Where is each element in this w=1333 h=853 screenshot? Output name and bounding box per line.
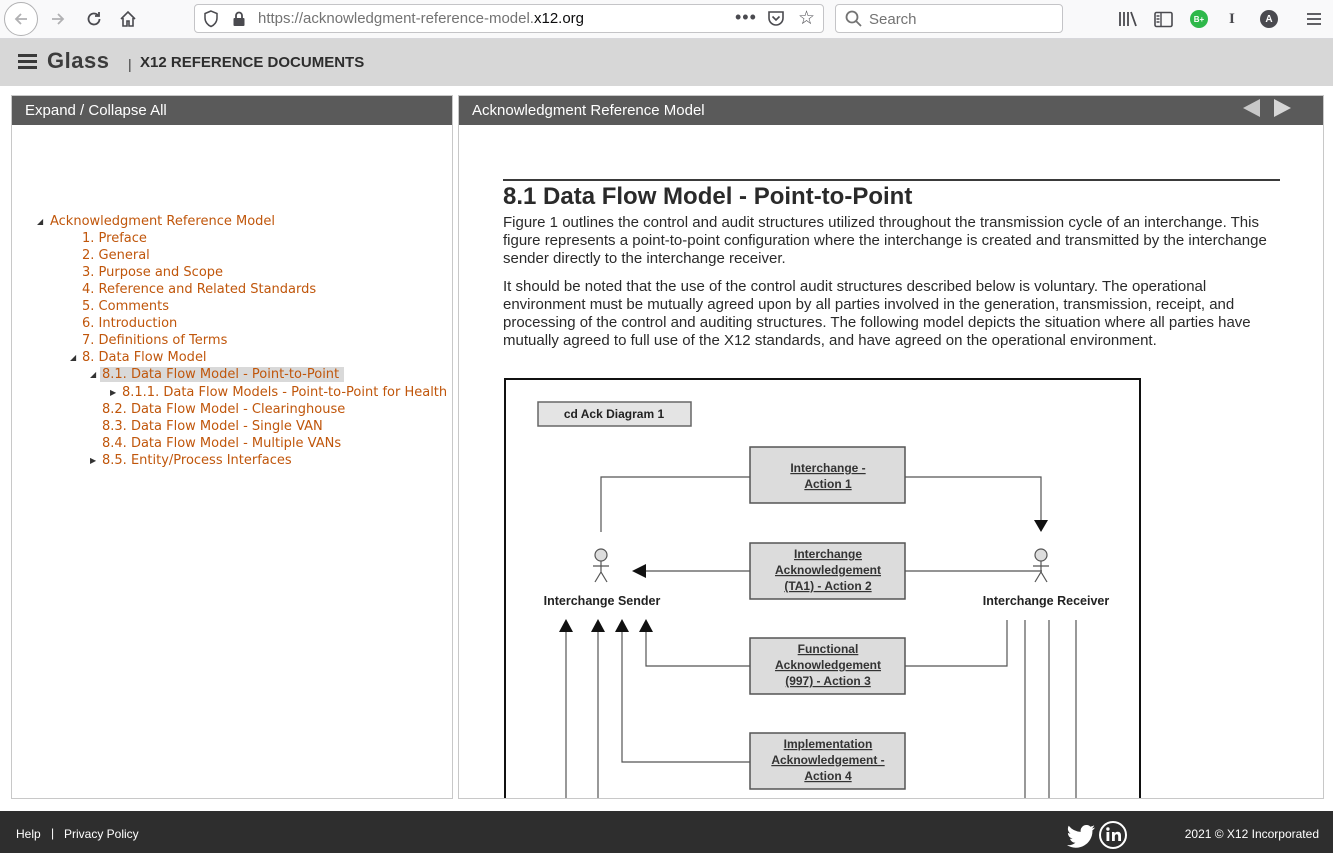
toc-item-label: 8.3. Data Flow Model - Single VAN (102, 419, 323, 434)
site-footer (0, 811, 1333, 853)
lock-icon[interactable] (231, 10, 247, 28)
content-header (459, 96, 1323, 125)
box4-line3: Action 4 (804, 769, 852, 783)
toc-item[interactable] (102, 402, 345, 418)
paragraph-1: Figure 1 outlines the control and audit structures utilized throughout the transmission cycle of an interchange. This figure represents a point-to-point configuration where the interchange is created and transmitted by the interchange sender directly to the interchange receiver. (503, 214, 1267, 267)
toc-panel (11, 95, 453, 799)
sender-actor-icon (593, 549, 609, 582)
collapse-triangle-icon[interactable]: ◢ (90, 370, 97, 379)
section-rule (503, 179, 1280, 181)
toc-item[interactable] (82, 333, 227, 349)
browser-toolbar (0, 0, 1333, 39)
box1-line2: Action 1 (804, 477, 852, 491)
privacy-policy-link[interactable]: Privacy Policy (64, 827, 139, 841)
toc-item-label: 3. Purpose and Scope (82, 265, 224, 280)
extension-i-label: I (1229, 10, 1235, 27)
forward-button[interactable] (42, 4, 74, 34)
twitter-icon[interactable] (1066, 824, 1096, 848)
url-text (258, 10, 584, 27)
extension-badge-label: B+ (1190, 10, 1208, 28)
account-avatar-label: A (1260, 10, 1278, 28)
action-1-box (750, 447, 905, 503)
expand-triangle-icon[interactable]: ▶ (90, 456, 97, 465)
box2-line3: (TA1) - Action 2 (784, 579, 872, 593)
toc-item-label: 5. Comments (82, 299, 170, 314)
reload-icon (85, 10, 103, 28)
toc-item[interactable] (100, 367, 344, 383)
toc-item-label: 8.4. Data Flow Model - Multiple VANs (102, 436, 342, 451)
receiver-actor-icon (1033, 549, 1049, 582)
toc-item-label: 1. Preface (82, 231, 147, 246)
toc-item[interactable] (82, 265, 223, 281)
box2-line1: Interchange (793, 547, 863, 561)
toc-item-label: 7. Definitions of Terms (82, 333, 228, 348)
content-heading: Acknowledgment Reference Model (472, 102, 705, 119)
box1-line1: Interchange - (790, 461, 866, 475)
previous-page-icon[interactable] (1243, 99, 1260, 117)
expand-triangle-icon[interactable]: ▶ (110, 388, 117, 397)
url-host: x12.org (533, 10, 585, 27)
toc-item-label: 8.5. Entity/Process Interfaces (102, 453, 292, 468)
extension-i-icon[interactable] (1229, 8, 1235, 30)
pocket-icon[interactable] (767, 9, 785, 27)
site-title: X12 REFERENCE DOCUMENTS (140, 54, 365, 71)
section-title: 8.1 Data Flow Model - Point-to-Point (503, 183, 913, 210)
sender-label: Interchange Sender (543, 594, 661, 608)
search-icon (845, 10, 862, 27)
box3-line2: Acknowledgement (774, 658, 882, 672)
toc-item[interactable] (82, 248, 150, 264)
toc-item-label: 8.2. Data Flow Model - Clearinghouse (102, 402, 346, 417)
sidebar-icon[interactable] (1154, 8, 1173, 30)
paragraph-2: It should be noted that the use of the control audit structures described below is voluntary. The operational environment must be mutually agreed upon by all parties involved in the generation, transmission, receipt, and processing of the control and auditing structures. The following model depicts the situation where all parties have mutually agreed to full use of the X12 standards, and have agreed on the operational environment. (503, 278, 1251, 349)
help-link[interactable]: Help (16, 827, 41, 841)
toc-item[interactable] (82, 299, 169, 315)
toc-item-label: 8. Data Flow Model (82, 350, 207, 365)
back-arrow-icon (13, 11, 29, 27)
diagram-frame-label: cd Ack Diagram 1 (563, 407, 665, 421)
expand-collapse-all-button[interactable]: Expand / Collapse All (12, 96, 452, 125)
toc-item[interactable] (102, 419, 323, 435)
footer-separator: | (51, 826, 55, 840)
url-prefix: https://acknowledgment-reference-model. (258, 10, 534, 27)
receiver-label: Interchange Receiver (982, 594, 1110, 608)
page-actions-icon[interactable]: ••• (735, 7, 757, 27)
toc-item-label: 8.1. Data Flow Model - Point-to-Point (100, 367, 344, 382)
toc-item-label: 6. Introduction (82, 316, 178, 331)
action-4-box (750, 733, 905, 789)
hamburger-menu-icon[interactable] (18, 54, 37, 72)
forward-arrow-icon (50, 11, 66, 27)
toc-item[interactable] (82, 231, 147, 247)
back-button[interactable] (4, 2, 38, 36)
action-3-box (750, 638, 905, 694)
next-page-icon[interactable] (1274, 99, 1291, 117)
box2-line2: Acknowledgement (774, 563, 882, 577)
collapse-triangle-icon[interactable]: ◢ (70, 353, 77, 362)
ack-diagram (504, 378, 1141, 799)
toc-item[interactable] (82, 282, 316, 298)
copyright-text: 2021 © X12 Incorporated (1184, 827, 1319, 841)
account-icon[interactable] (1260, 8, 1278, 30)
brand-logo[interactable]: Glass (47, 48, 110, 73)
toc-item-label: 4. Reference and Related Standards (82, 282, 317, 297)
menu-icon[interactable] (1305, 8, 1323, 30)
home-icon (119, 10, 137, 28)
page-nav (1243, 99, 1291, 117)
toc-item[interactable] (102, 453, 292, 469)
search-placeholder: Search (869, 11, 917, 28)
box4-line1: Implementation (783, 737, 873, 751)
library-icon[interactable] (1118, 8, 1138, 30)
toc-item-label: Acknowledgment Reference Model (50, 214, 276, 229)
collapse-triangle-icon[interactable]: ◢ (37, 217, 44, 226)
tracking-shield-icon[interactable] (203, 10, 219, 28)
box4-line2: Acknowledgement - (771, 753, 885, 767)
box3-line3: (997) - Action 3 (785, 674, 871, 688)
linkedin-icon[interactable] (1098, 821, 1128, 849)
toc-item-label: 2. General (82, 248, 150, 263)
address-bar[interactable] (194, 4, 824, 33)
content-panel (458, 95, 1324, 799)
toc-item[interactable] (122, 385, 447, 401)
toc-item[interactable] (102, 436, 341, 452)
extension-badge-icon[interactable] (1190, 8, 1208, 30)
reload-button[interactable] (78, 4, 110, 34)
toc-item-label: 8.1.1. Data Flow Models - Point-to-Point for Health (122, 385, 448, 400)
action-2-box (750, 543, 905, 599)
header-separator: | (128, 56, 132, 72)
toc-item[interactable] (82, 350, 207, 366)
bookmark-star-icon[interactable]: ☆ (798, 8, 816, 29)
home-button[interactable] (112, 4, 144, 34)
toc-item[interactable] (82, 316, 177, 332)
box3-line1: Functional (797, 642, 859, 656)
toc-item[interactable] (50, 214, 275, 230)
search-bar[interactable] (835, 4, 1063, 33)
